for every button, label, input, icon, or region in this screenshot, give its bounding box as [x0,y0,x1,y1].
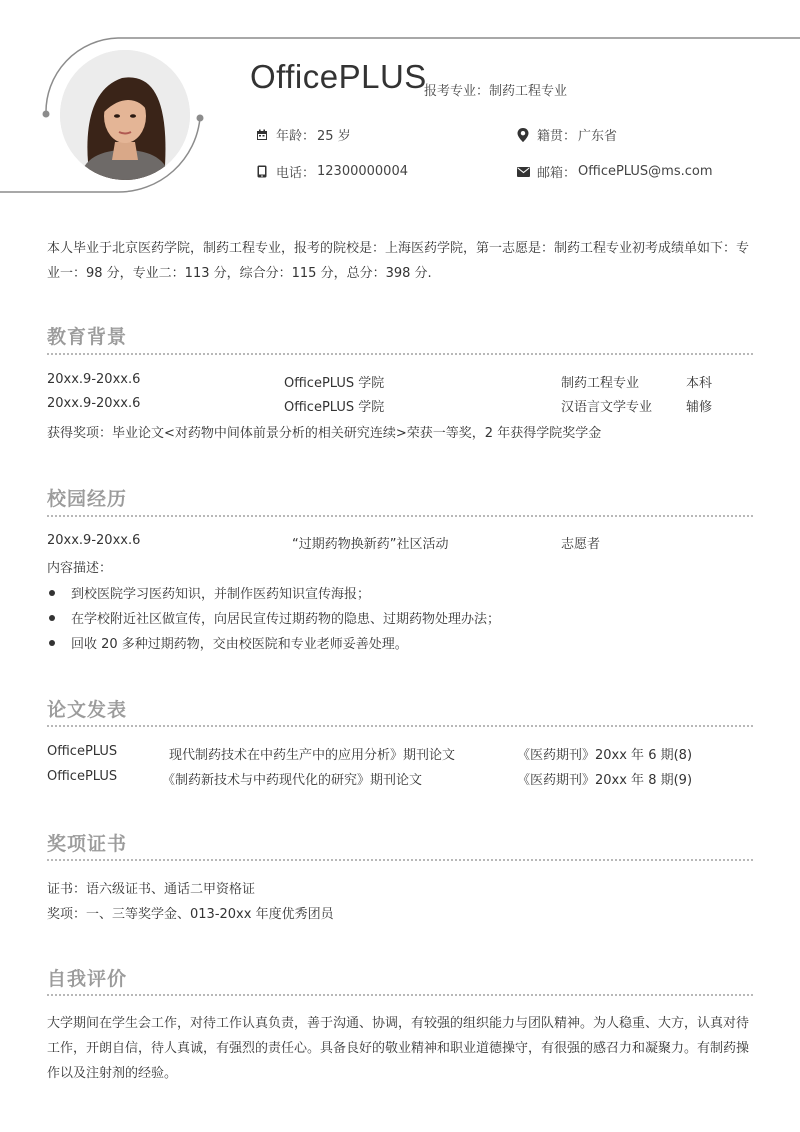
phone-icon [255,165,269,179]
section-divider [47,515,753,517]
self-eval-text: 大学期间在学生会工作，对待工作认真负责，善于沟通、协调，有较强的组织能力与团队精神。为人稳重、大方，认真对待工作，开朗自信，待人真诚，有强烈的责任心。具备良好的敬业精神和职业道德操守，有很强的感召力和凝聚力。有制药操作以及注射剂的经验。 [47,1016,750,1081]
campus-role: 志愿者 [561,537,601,552]
paper-journal: 《医药期刊》20xx 年 6 期(8) [517,748,693,763]
age-value: 25 岁 [317,129,351,144]
info-email [516,162,713,181]
education-major: 汉语言文学专业 [561,400,653,415]
campus-activity: “过期药物换新药”社区活动 [292,537,449,552]
education-school: OfficePLUS 学院 [284,400,385,415]
info-age [255,125,351,144]
certs-awards: 奖项：一、三等奖学金、013-20xx 年度优秀团员 [47,907,334,922]
calendar-icon [255,128,269,142]
bullet-text: 回收 20 多种过期药物，交由校医院和专业老师妥善处理。 [71,637,408,652]
origin-label: 籍贯： [537,129,577,144]
bullet-dot-icon [49,615,55,621]
campus-bullet [47,633,408,652]
campus-desc-label: 内容描述： [47,561,113,576]
location-pin-icon [516,128,530,142]
age-label: 年龄： [276,129,316,144]
section-divider [47,859,753,861]
target-major: 报考专业：制药工程专业 [424,84,568,99]
section-title-papers: 论文发表 [47,699,128,721]
paper-author: OfficePLUS [47,769,118,784]
paper-title: 《制药新技术与中药现代化的研究》期刊论文 [162,773,423,788]
paper-author: OfficePLUS [47,744,118,759]
certs-certificates: 证书：语六级证书、通话二甲资格证 [47,882,256,897]
avatar-portrait-icon [60,50,190,180]
education-degree: 本科 [686,376,713,391]
email-value[interactable]: OfficePLUS@ms.com [578,164,713,179]
campus-bullet [47,583,370,602]
section-title-self-eval: 自我评价 [47,968,128,990]
summary-text: 本人毕业于北京医药学院，制药工程专业，报考的院校是：上海医药学院，第一志愿是：制药工程专业初考成绩单如下：专业一：98 分，专业二：113 分，综合分：115 分，总分：398 分. [47,241,750,281]
bullet-text: 到校医院学习医药知识，并制作医药知识宣传海报； [71,587,371,602]
paper-title: 现代制药技术在中药生产中的应用分析》期刊论文 [169,748,456,763]
education-period: 20xx.9-20xx.6 [47,396,141,411]
bullet-dot-icon [49,590,55,596]
education-period: 20xx.9-20xx.6 [47,372,141,387]
campus-period: 20xx.9-20xx.6 [47,533,141,548]
education-major: 制药工程专业 [561,376,640,391]
section-divider [47,994,753,996]
campus-bullet [47,608,500,627]
info-origin [516,125,617,144]
profile-photo [60,50,190,180]
education-awards: 获得奖项：毕业论文<对药物中间体前景分析的相关研究连续>荣获一等奖，2 年获得学院奖学金 [47,426,602,441]
info-phone [255,162,408,181]
paper-journal: 《医药期刊》20xx 年 8 期(9) [517,773,693,788]
education-degree: 辅修 [686,400,713,415]
section-title-education: 教育背景 [47,326,128,348]
section-divider [47,353,753,355]
candidate-name: OfficePLUS [250,58,427,95]
phone-label: 电话： [276,166,316,181]
section-divider [47,725,753,727]
education-school: OfficePLUS 学院 [284,376,385,391]
origin-value: 广东省 [578,129,618,144]
section-title-certs: 奖项证书 [47,833,128,855]
bullet-text: 在学校附近社区做宣传，向居民宣传过期药物的隐患、过期药物处理办法； [71,612,501,627]
section-title-campus: 校园经历 [47,488,128,510]
bullet-dot-icon [49,640,55,646]
mail-icon [516,165,530,179]
phone-value[interactable]: 12300000004 [317,164,408,179]
email-label: 邮箱： [537,166,577,181]
